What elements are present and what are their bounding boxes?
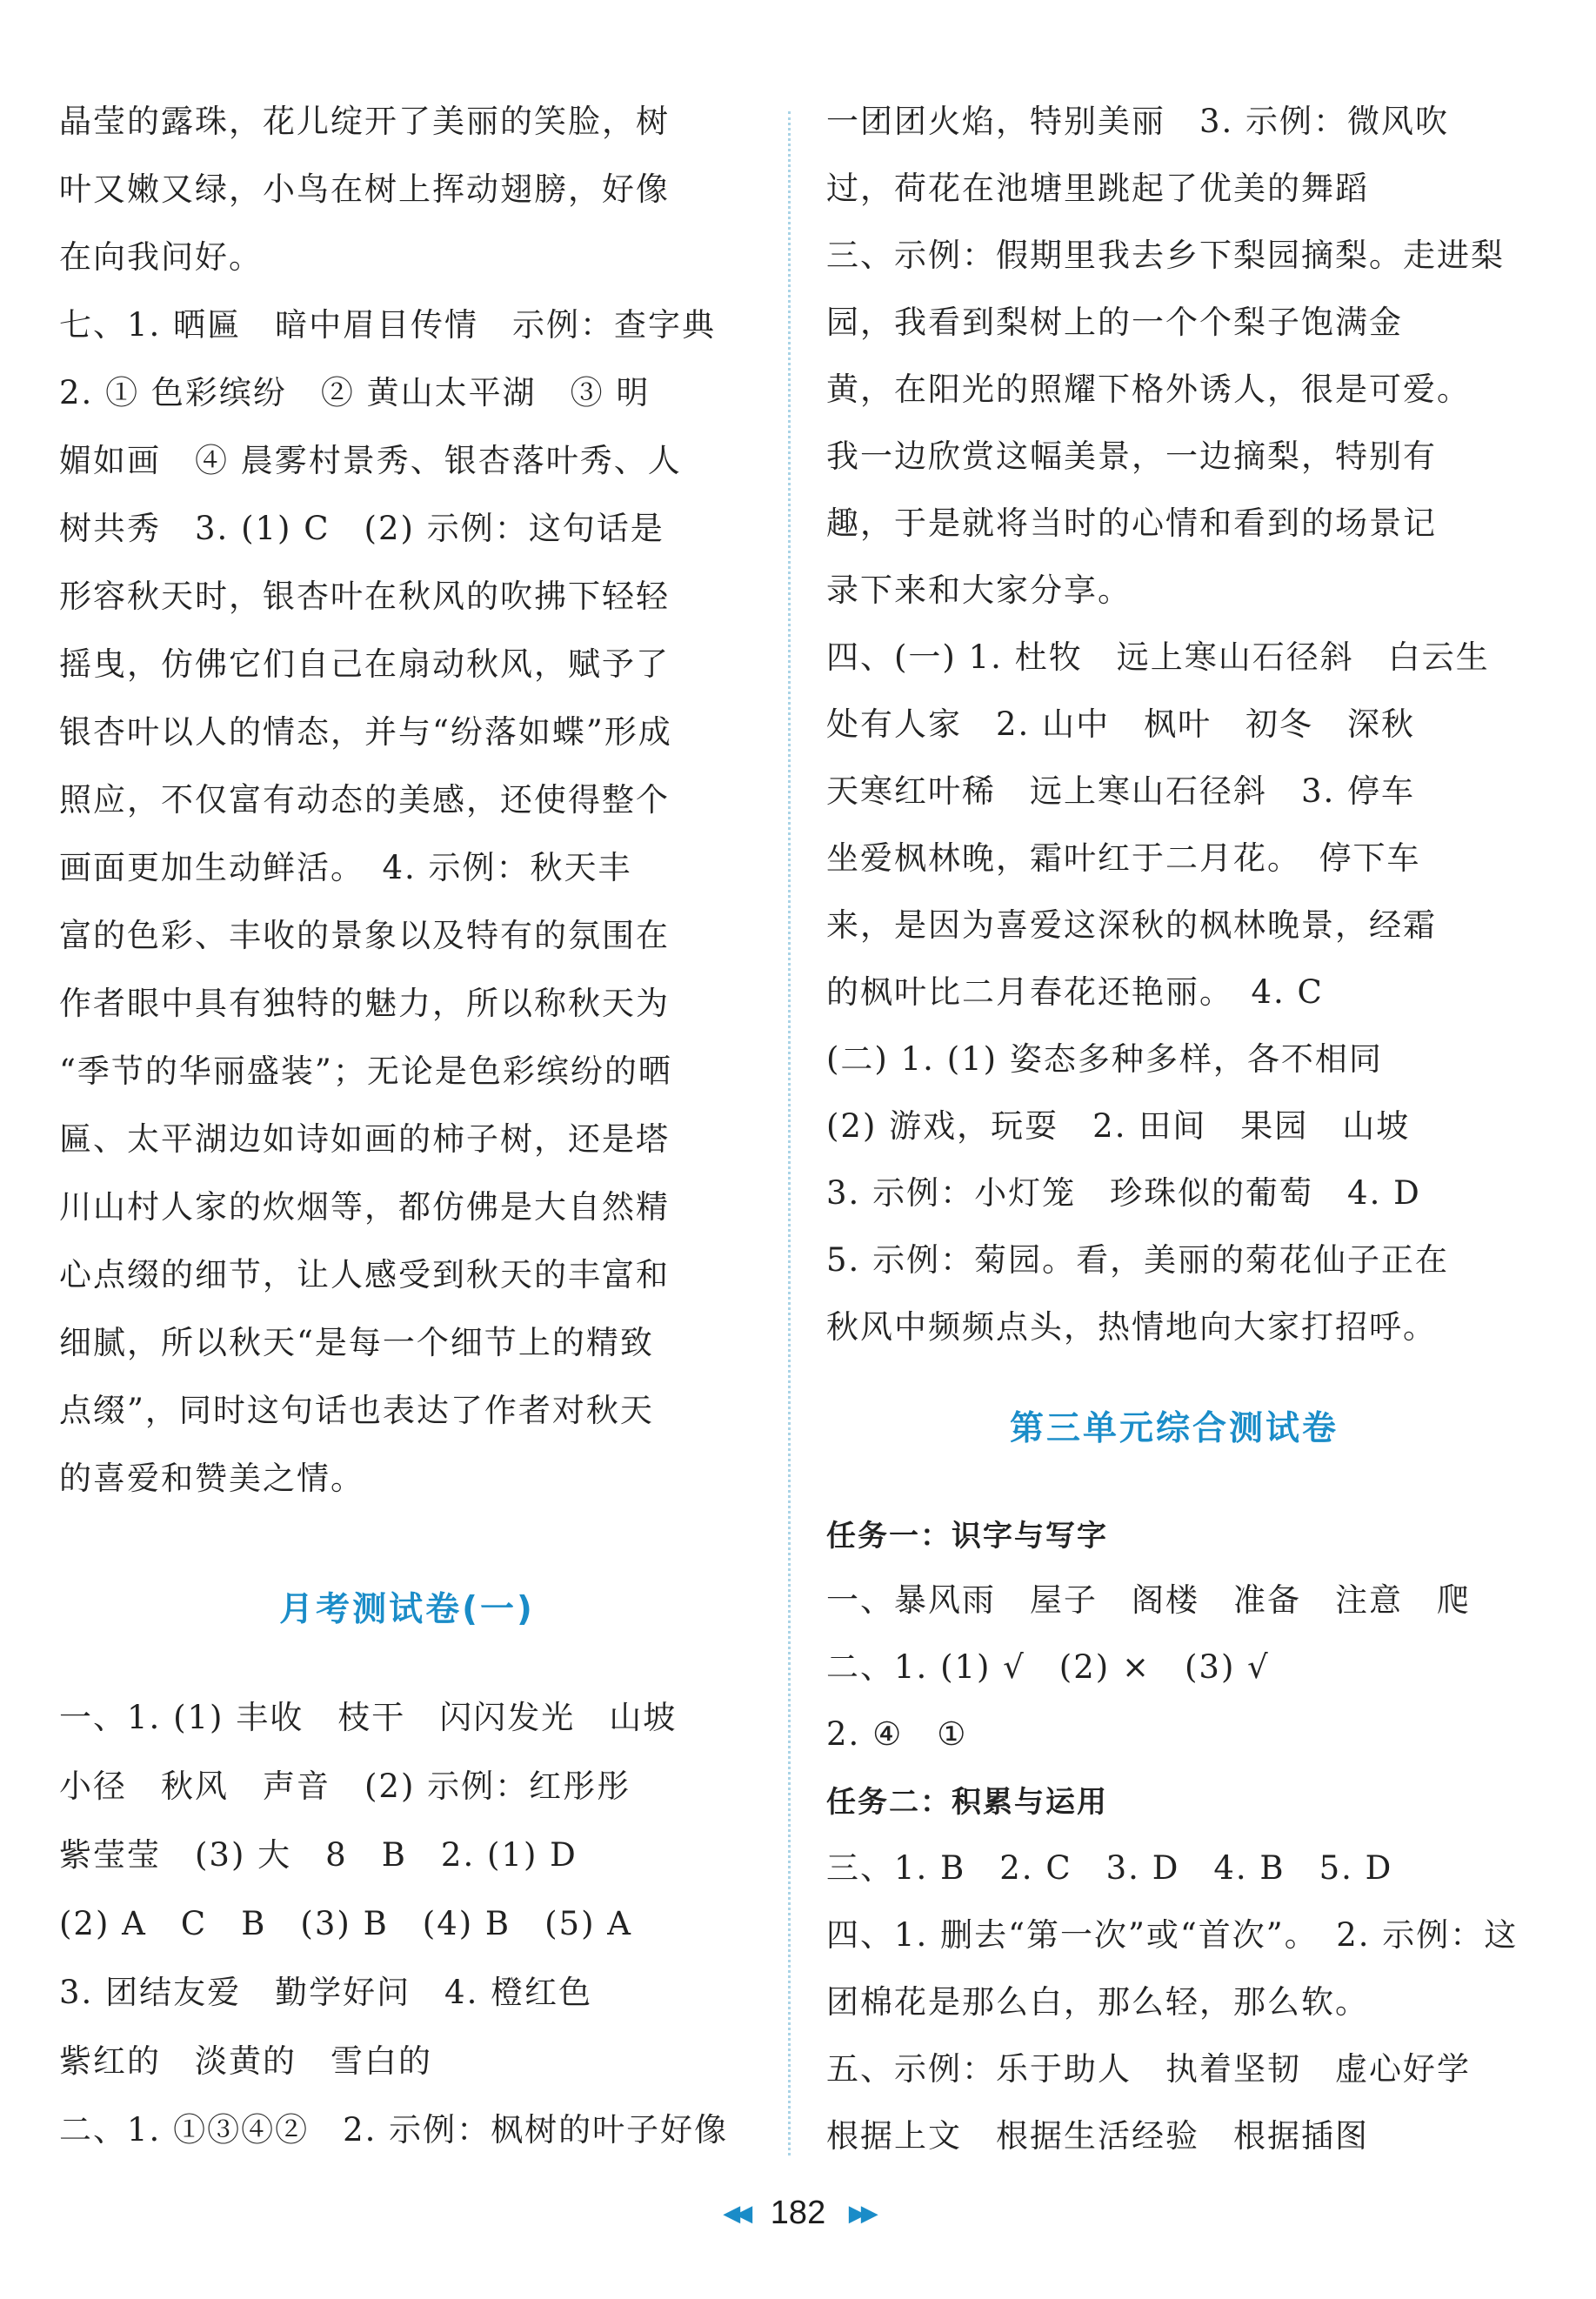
text-line: 紫红的 淡黄的 雪白的 [59, 2042, 432, 2080]
text-line: 叶又嫩又绿，小鸟在树上挥动翅膀，好像 [59, 170, 670, 208]
text-line: 2. ④ ① [826, 1715, 968, 1753]
column-divider [788, 111, 791, 2155]
task-heading: 任务二：积累与运用 [826, 1785, 1108, 1820]
text-line: 富的色彩、丰收的景象以及特有的氛围在 [59, 917, 670, 954]
prev-arrows-icon: ◀◀ [723, 2199, 748, 2226]
text-line: 心点缀的细节，让人感受到秋天的丰富和 [59, 1256, 670, 1293]
text-line: 四、(一) 1. 杜牧 远上寒山石径斜 白云生 [826, 638, 1490, 676]
text-line: 处有人家 2. 山中 枫叶 初冬 深秋 [826, 705, 1416, 743]
text-line: 晶莹的露珠，花儿绽开了美丽的笑脸，树 [59, 103, 670, 140]
text-line: 来，是因为喜爱这深秋的枫林晚景，经霜 [826, 906, 1437, 944]
text-line: 2. ① 色彩缤纷 ② 黄山太平湖 ③ 明 [59, 374, 651, 411]
text-line: 形容秋天时，银杏叶在秋风的吹拂下轻轻 [59, 578, 670, 615]
text-line: 录下来和大家分享。 [826, 571, 1132, 609]
page-number: 182 [770, 2194, 826, 2231]
text-line: “季节的华丽盛装”；无论是色彩缤纷的晒 [59, 1053, 672, 1090]
text-line: 团棉花是那么白，那么轻，那么软。 [826, 1983, 1369, 2021]
page-footer [0, 2192, 1596, 2232]
section-heading: 第三单元综合测试卷 [1009, 1409, 1339, 1448]
text-line: 点缀”，同时这句话也表达了作者对秋天 [59, 1392, 654, 1429]
text-line: 摇曳，仿佛它们自己在扇动秋风，赋予了 [59, 645, 670, 683]
text-line: (二) 1. (1) 姿态多种多样，各不相同 [826, 1040, 1383, 1078]
text-line: 川山村人家的炊烟等，都仿佛是大自然精 [59, 1188, 670, 1226]
text-line: 一、1. (1) 丰收 枝干 闪闪发光 山坡 [59, 1699, 678, 1736]
text-line: 匾、太平湖边如诗如画的柿子树，还是塔 [59, 1120, 670, 1158]
text-line: 的喜爱和赞美之情。 [59, 1460, 364, 1497]
text-line: 银杏叶以人的情态，并与“纷落如蝶”形成 [59, 713, 672, 751]
text-line: 根据上文 根据生活经验 根据插图 [826, 2117, 1369, 2155]
text-line: 三、示例：假期里我去乡下梨园摘梨。走进梨 [826, 237, 1505, 274]
text-line: 树共秀 3. (1) C (2) 示例：这句话是 [59, 510, 664, 547]
text-line: 照应，不仅富有动态的美感，还使得整个 [59, 781, 670, 819]
text-line: 过，荷花在池塘里跳起了优美的舞蹈 [826, 170, 1369, 207]
text-line: (2) A C B (3) B (4) B (5) A [59, 1905, 633, 1942]
text-line: 秋风中频频点头，热情地向大家打招呼。 [826, 1308, 1437, 1346]
text-line: 五、示例：乐于助人 执着坚韧 虚心好学 [826, 2050, 1471, 2088]
section-heading: 月考测试卷(一) [279, 1590, 535, 1629]
text-line: 画面更加生动鲜活。 4. 示例：秋天丰 [59, 849, 632, 886]
text-line: 坐爱枫林晚，霜叶红于二月花。 停下车 [826, 839, 1421, 877]
text-line: 天寒红叶稀 远上寒山石径斜 3. 停车 [826, 772, 1416, 810]
text-line: 3. 示例：小灯笼 珍珠似的葡萄 4. D [826, 1174, 1421, 1212]
text-line: 趣，于是就将当时的心情和看到的场景记 [826, 505, 1437, 542]
text-line: 一团团火焰，特别美丽 3. 示例：微风吹 [826, 103, 1450, 140]
text-line: 5. 示例：菊园。看，美丽的菊花仙子正在 [826, 1241, 1450, 1279]
text-line: 二、1. (1) √ (2) × (3) √ [826, 1648, 1270, 1686]
text-line: 在向我问好。 [59, 238, 263, 276]
text-line: 我一边欣赏这幅美景，一边摘梨，特别有 [826, 438, 1437, 475]
text-line: 3. 团结友爱 勤学好问 4. 橙红色 [59, 1974, 593, 2011]
task-heading: 任务一：识字与写字 [826, 1519, 1108, 1554]
text-line: 黄，在阳光的照耀下格外诱人，很是可爱。 [826, 371, 1471, 408]
text-line: 小径 秋风 声音 (2) 示例：红彤彤 [59, 1768, 631, 1805]
text-line: 作者眼中具有独特的魅力，所以称秋天为 [59, 985, 670, 1022]
text-line: 细腻，所以秋天“是每一个细节上的精致 [59, 1324, 654, 1361]
text-line: 紫莹莹 (3) 大 8 B 2. (1) D [59, 1836, 578, 1874]
text-line: 园，我看到梨树上的一个个梨子饱满金 [826, 304, 1403, 341]
text-line: 媚如画 ④ 晨雾村景秀、银杏落叶秀、人 [59, 442, 682, 479]
text-line: 二、1. ①③④② 2. 示例：枫树的叶子好像 [59, 2111, 729, 2149]
text-line: 七、1. 晒匾 暗中眉目传情 示例：查字典 [59, 306, 717, 344]
text-line: (2) 游戏，玩耍 2. 田间 果园 山坡 [826, 1107, 1411, 1145]
text-line: 一、暴风雨 屋子 阁楼 准备 注意 爬 [826, 1581, 1471, 1619]
next-arrows-icon: ▶▶ [848, 2199, 873, 2226]
text-line: 的枫叶比二月春花还艳丽。 4. C [826, 973, 1324, 1011]
text-line: 四、1. 删去“第一次”或“首次”。 2. 示例：这 [826, 1916, 1519, 1954]
text-line: 三、1. B 2. C 3. D 4. B 5. D [826, 1849, 1393, 1887]
